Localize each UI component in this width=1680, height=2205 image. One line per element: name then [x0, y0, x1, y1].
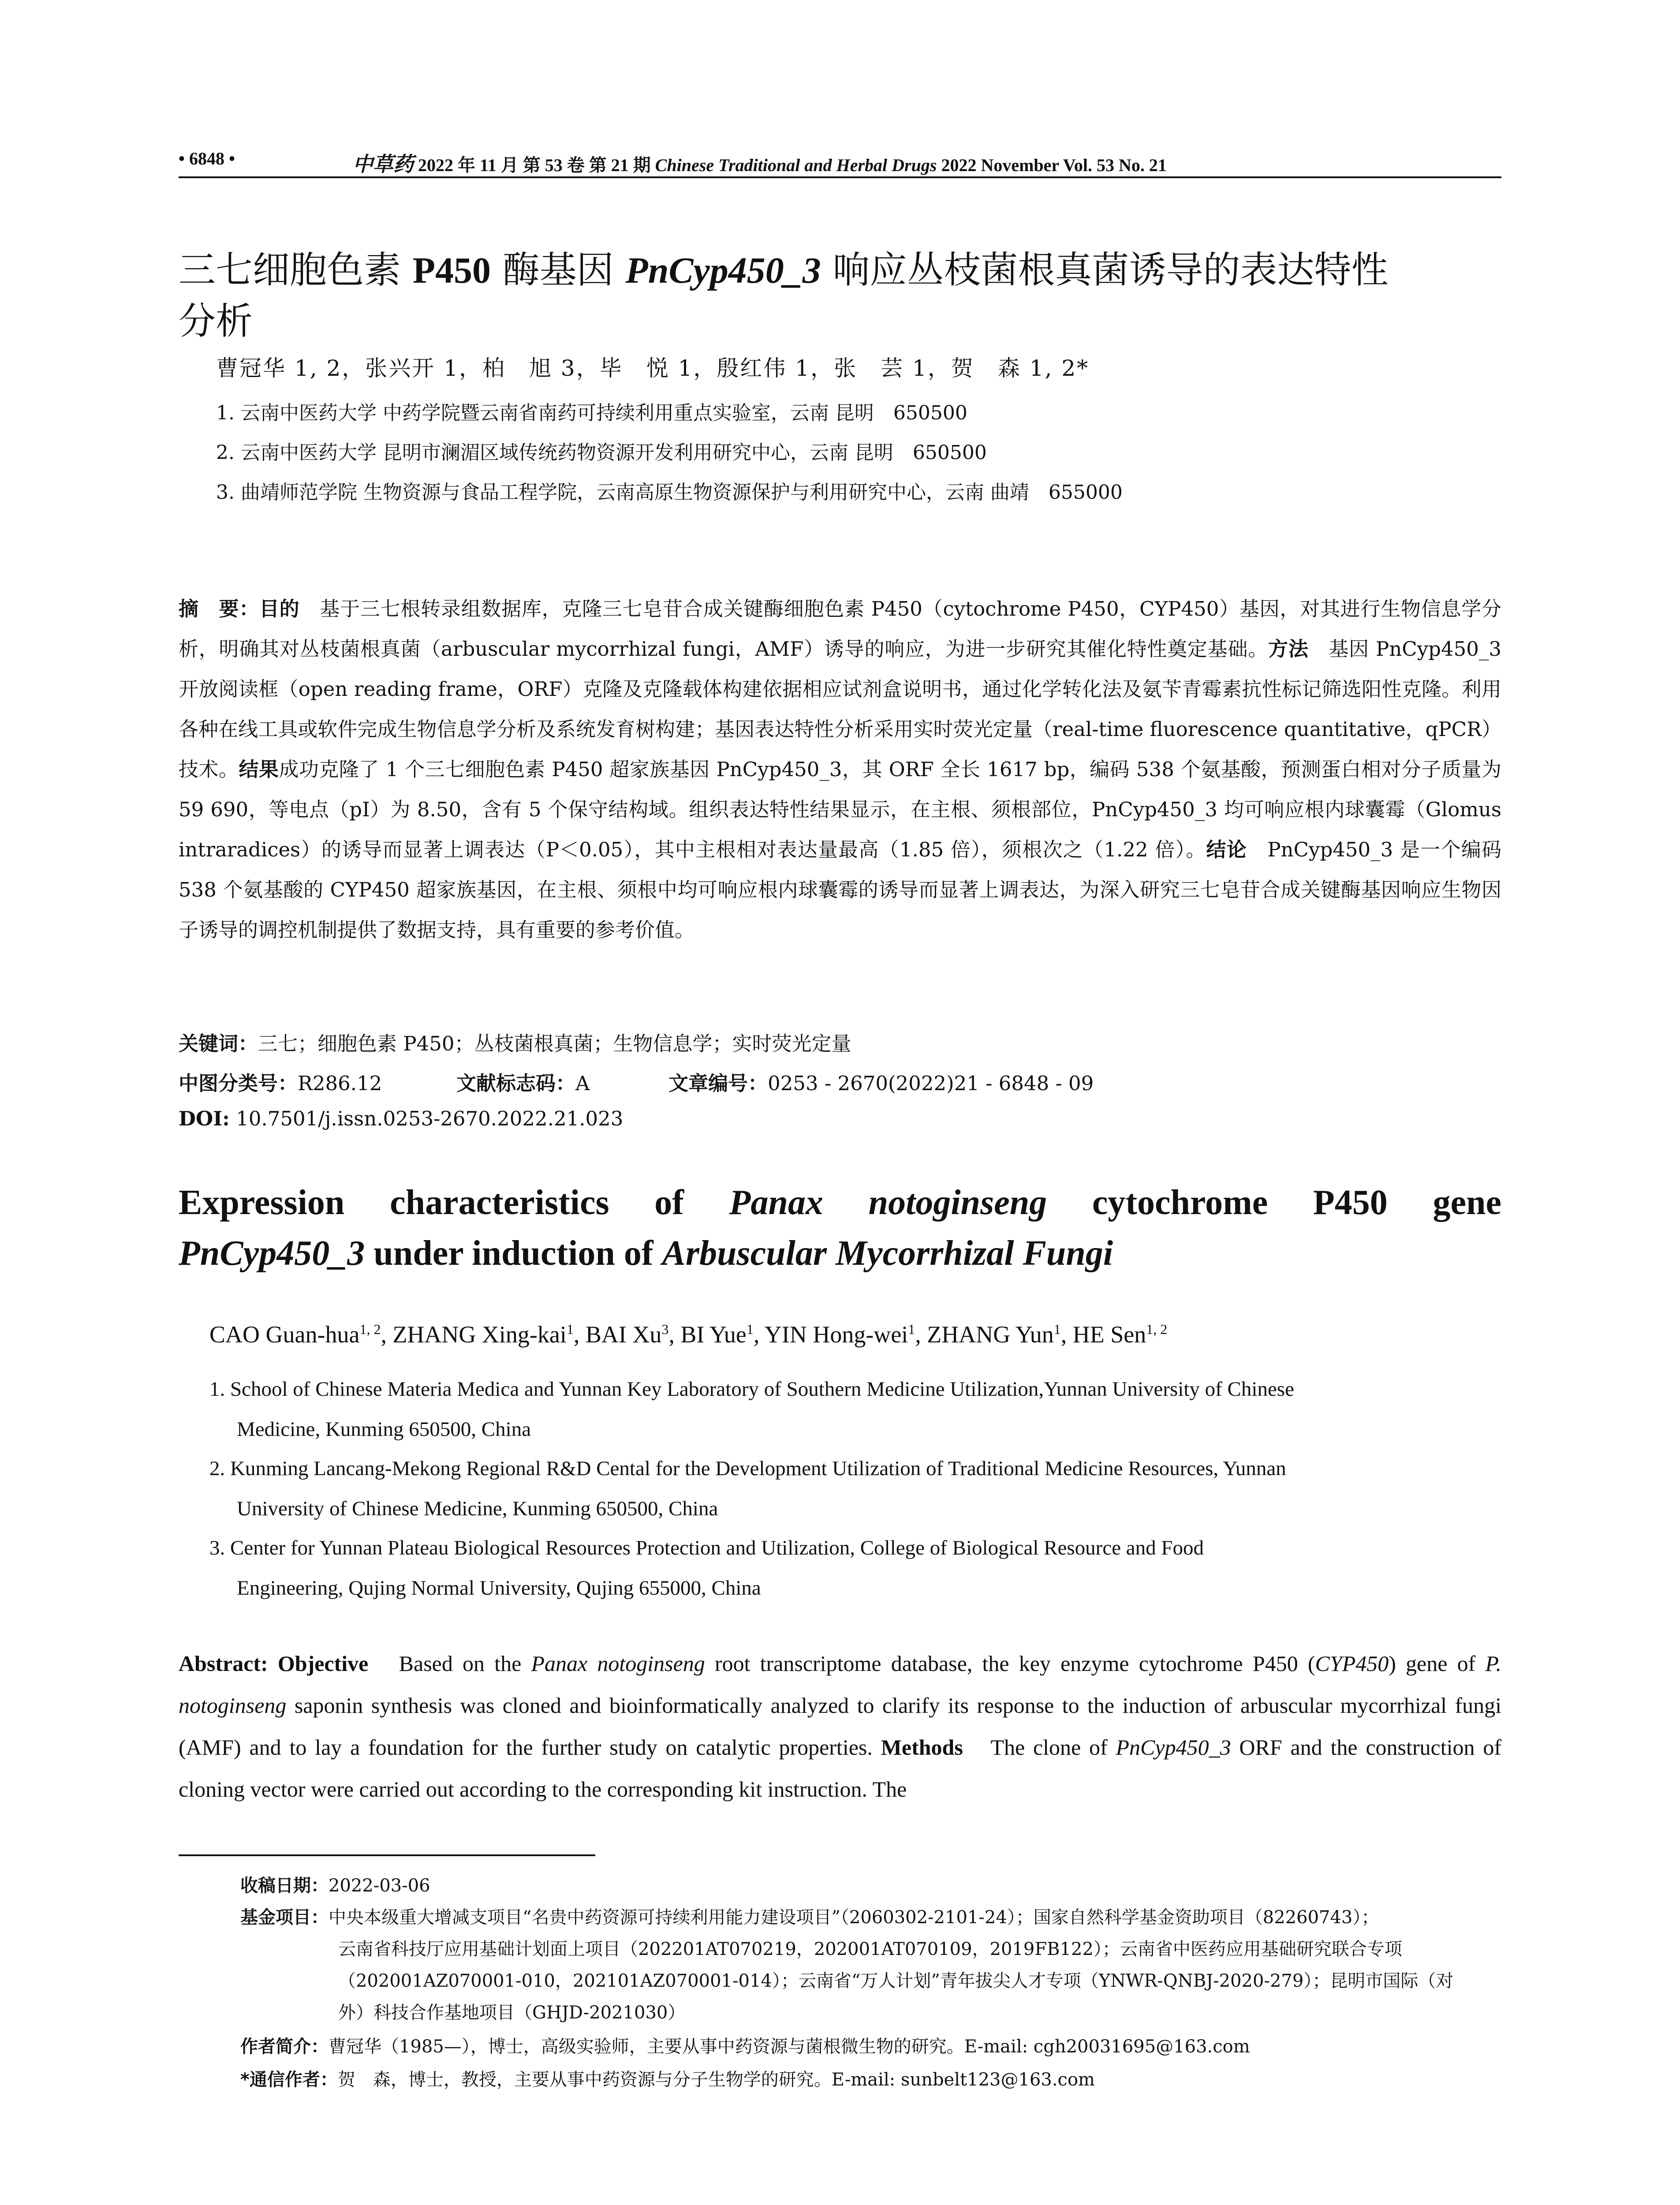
conclusion-text: PnCyp450_3 是一个编码 538 个氨基酸的 CYP450 超家族基因，在主根、须根中均可响应根内球囊霉的诱导而显著上调表达，为深入研究三七皂苷合成关键酶基因响应生物因子诱导的调控机制提供了数据支持，具有重要的参考价值。 [179, 838, 1501, 942]
conclusion-label: 结论 [1206, 838, 1247, 861]
keywords-cn [179, 1028, 851, 1056]
abstract-cn [179, 589, 1501, 950]
author-en: HE Sen$^{1, 2}$ [1072, 1321, 1168, 1348]
authors-cn: 曹冠华 1, 2，张兴开 1，柏 旭 3，毕 悦 1，殷红伟 1，张 芸 1，贺 森 1, 2* [216, 355, 1090, 381]
title-cn-part: 酶基因 [491, 248, 626, 292]
result-label: 结果 [239, 758, 279, 781]
title-en [179, 1177, 1501, 1279]
title-en-fungi: Arbuscular Mycorrhizal Fungi [662, 1234, 1113, 1273]
title-cn-line2: 分析 [179, 299, 253, 343]
article-no-value: 0253 - 2670(2022)21 - 6848 - 09 [768, 1072, 1094, 1095]
doc-code-value: A [575, 1072, 590, 1095]
method-text: 基因 PnCyp450_3 开放阅读框（open reading frame，ORF）克隆及克隆载体构建依据相应试剂盒说明书，通过化学转化法及氨苄青霉素抗性标记筛选阳性克隆。利用各种在线工具或软件完成生物信息学分析及系统发育树构建；基因表达特性分析采用实时荧光定量（real-time fluorescence quantitative，qPCR）技术。 [179, 637, 1501, 781]
affiliation-en-2: 2. Kunming Lancang-Mekong Regional R&D Cental for the Development Utilization of Traditional Medicine Resources, Yunnan University of Chinese Medicine, Kunming 650500, China [209, 1457, 1286, 1520]
classification-line [179, 1067, 1094, 1096]
title-cn-part: 响应丛枝菌根真菌诱导的表达特性 [821, 248, 1389, 292]
footnote-rule [179, 1854, 595, 1856]
method-label: 方法 [1268, 637, 1309, 661]
title-en-mid: under induction of [365, 1234, 662, 1273]
title-cn-gene: PnCyp450_3 [625, 250, 821, 291]
footnote-fund: 基金项目：中央本级重大增减支项目“名贵中药资源可持续利用能力建设项目”（2060302-2101-24）；国家自然科学基金资助项目（82260743）； 云南省科技厅应用基础计划面上项目（202201AT070219，202001AT070109，2019FB122）；云南省中医药应用基础研究联合专项 （202001AZ070001-010，202101AZ070001-014）；云南省“万人计划”青年拔尖人才专项（YNWR-QNBJ-2020-279）；昆明市国际（对 外）科技合作基地项目（GHJD-2021030） [240, 1907, 1454, 2023]
title-cn-part: 三七细胞色素 [179, 248, 413, 292]
journal-issue-en: 2022 November Vol. 53 No. 21 [941, 155, 1167, 175]
doi-line [179, 1107, 623, 1130]
title-en-word: Expression [179, 1183, 345, 1222]
title-en-word: notoginseng [868, 1183, 1047, 1222]
page-number: • 6848 • [179, 149, 235, 168]
author-en: ZHANG Xing-kai$^1$, [392, 1321, 586, 1348]
running-header [179, 146, 1501, 176]
affiliation-cn-1: 1. 云南中医药大学 中药学院暨云南省南药可持续利用重点实验室，云南 昆明 650500 [216, 402, 967, 424]
journal-line [353, 148, 1167, 177]
abstract-en: Abstract: Objective Based on the Panax notoginseng root transcriptome database, the key enzyme cytochrome P450 (CYP450) gene of P. notoginseng saponin synthesis was cloned and bioinformatically analyzed to clarify its response to the induction of arbuscular mycorrhizal fungi (AMF) and to lay a foundation for the further study on catalytic properties. Methods The clone of PnCyp450_3 ORF and the construction of cloning vector were carried out according to the corresponding kit instruction. The [179, 1651, 1502, 1801]
clc-value: R286.12 [298, 1072, 382, 1095]
result-text: 成功克隆了 1 个三七细胞色素 P450 超家族基因 PnCyp450_3，其 ORF 全长 1617 bp，编码 538 个氨基酸，预测蛋白相对分子质量为 59 690，等电点（pI）为 8.50，含有 5 个保守结构域。组织表达特性结果显示，在主根、须根部位，PnCyp450_3 均可响应根内球囊霉（Glomus intraradices）的诱导而显著上调表达（P＜0.05），其中主根相对表达量最高（1.85 倍），须根次之（1.22 倍）。 [179, 758, 1501, 861]
title-en-word: cytochrome [1092, 1183, 1268, 1222]
doc-code-label: 文献标志码： [456, 1072, 575, 1095]
abstract-en-label: Abstract: Objective [179, 1651, 369, 1676]
header-rule [179, 176, 1501, 178]
author-en: ZHANG Yun$^1$, [927, 1321, 1073, 1348]
keywords-text: 三七；细胞色素 P450；丛枝菌根真菌；生物信息学；实时荧光定量 [258, 1032, 851, 1055]
journal-logo: 中草药 [353, 152, 414, 176]
journal-info: 2022 年 11 月 第 53 卷 第 21 期 [418, 155, 651, 175]
doi-value: 10.7501/j.issn.0253-2670.2022.21.023 [229, 1107, 623, 1130]
title-cn [179, 245, 1501, 347]
affiliation-en-3: 3. Center for Yunnan Plateau Biological Resources Protection and Utilization, College of Biological Resource and Food Engineering, Qujing Normal University, Qujing 655000, China [209, 1536, 1204, 1600]
footnote-received: 收稿日期：2022-03-06 [240, 1876, 430, 1896]
author-en: YIN Hong-wei$^1$, [764, 1321, 927, 1348]
title-en-word: of [654, 1183, 684, 1222]
affiliation-cn-3: 3. 曲靖师范学院 生物资源与食品工程学院，云南高原生物资源保护与利用研究中心，云南 曲靖 655000 [216, 481, 1123, 504]
footnote-corresponding: *通信作者：贺 森，博士，教授，主要从事中药资源与分子生物学的研究。E-mail: sunbelt123@163.com [240, 2070, 1095, 2090]
author-en: BI Yue$^1$, [680, 1321, 765, 1348]
affiliation-en-1: 1. School of Chinese Materia Medica and Yunnan Key Laboratory of Southern Medicine Utilization,Yunnan University of Chinese Medicine, Kunming 650500, China [209, 1378, 1294, 1441]
doi-label: DOI: [179, 1107, 230, 1130]
footnote-author: 作者简介：曹冠华（1985—），博士，高级实验师，主要从事中药资源与菌根微生物的研究。E-mail: cgh20031695@163.com [240, 2037, 1250, 2057]
authors-en [209, 1321, 1167, 1348]
objective-text: 基于三七根转录组数据库，克隆三七皂苷合成关键酶细胞色素 P450（cytochrome P450，CYP450）基因，对其进行生物信息学分析，明确其对丛枝菌根真菌（arbuscular mycorrhizal fungi，AMF）诱导的响应，为进一步研究其催化特性奠定基础。 [179, 597, 1501, 661]
abstract-cn-label: 摘 要： [179, 597, 260, 620]
title-en-word: gene [1433, 1183, 1501, 1222]
affiliation-cn-2: 2. 云南中医药大学 昆明市澜湄区域传统药物资源开发利用研究中心，云南 昆明 650500 [216, 441, 987, 464]
clc-label: 中图分类号： [179, 1072, 298, 1095]
title-en-word: characteristics [390, 1183, 609, 1222]
title-en-word: Panax [729, 1183, 823, 1222]
title-en-word: P450 [1313, 1183, 1388, 1222]
author-en: BAI Xu$^3$, [585, 1321, 681, 1348]
journal-name-en: Chinese Traditional and Herbal Drugs [655, 155, 937, 175]
article-no-label: 文章编号： [668, 1072, 768, 1095]
objective-label: 目的 [259, 597, 300, 620]
title-en-gene: PnCyp450_3 [179, 1234, 365, 1273]
methods-en-label: Methods [881, 1735, 963, 1760]
keywords-label: 关键词： [179, 1032, 258, 1055]
title-cn-p450: P450 [412, 250, 491, 291]
author-en: CAO Guan-hua$^{1, 2}$, [209, 1321, 393, 1348]
